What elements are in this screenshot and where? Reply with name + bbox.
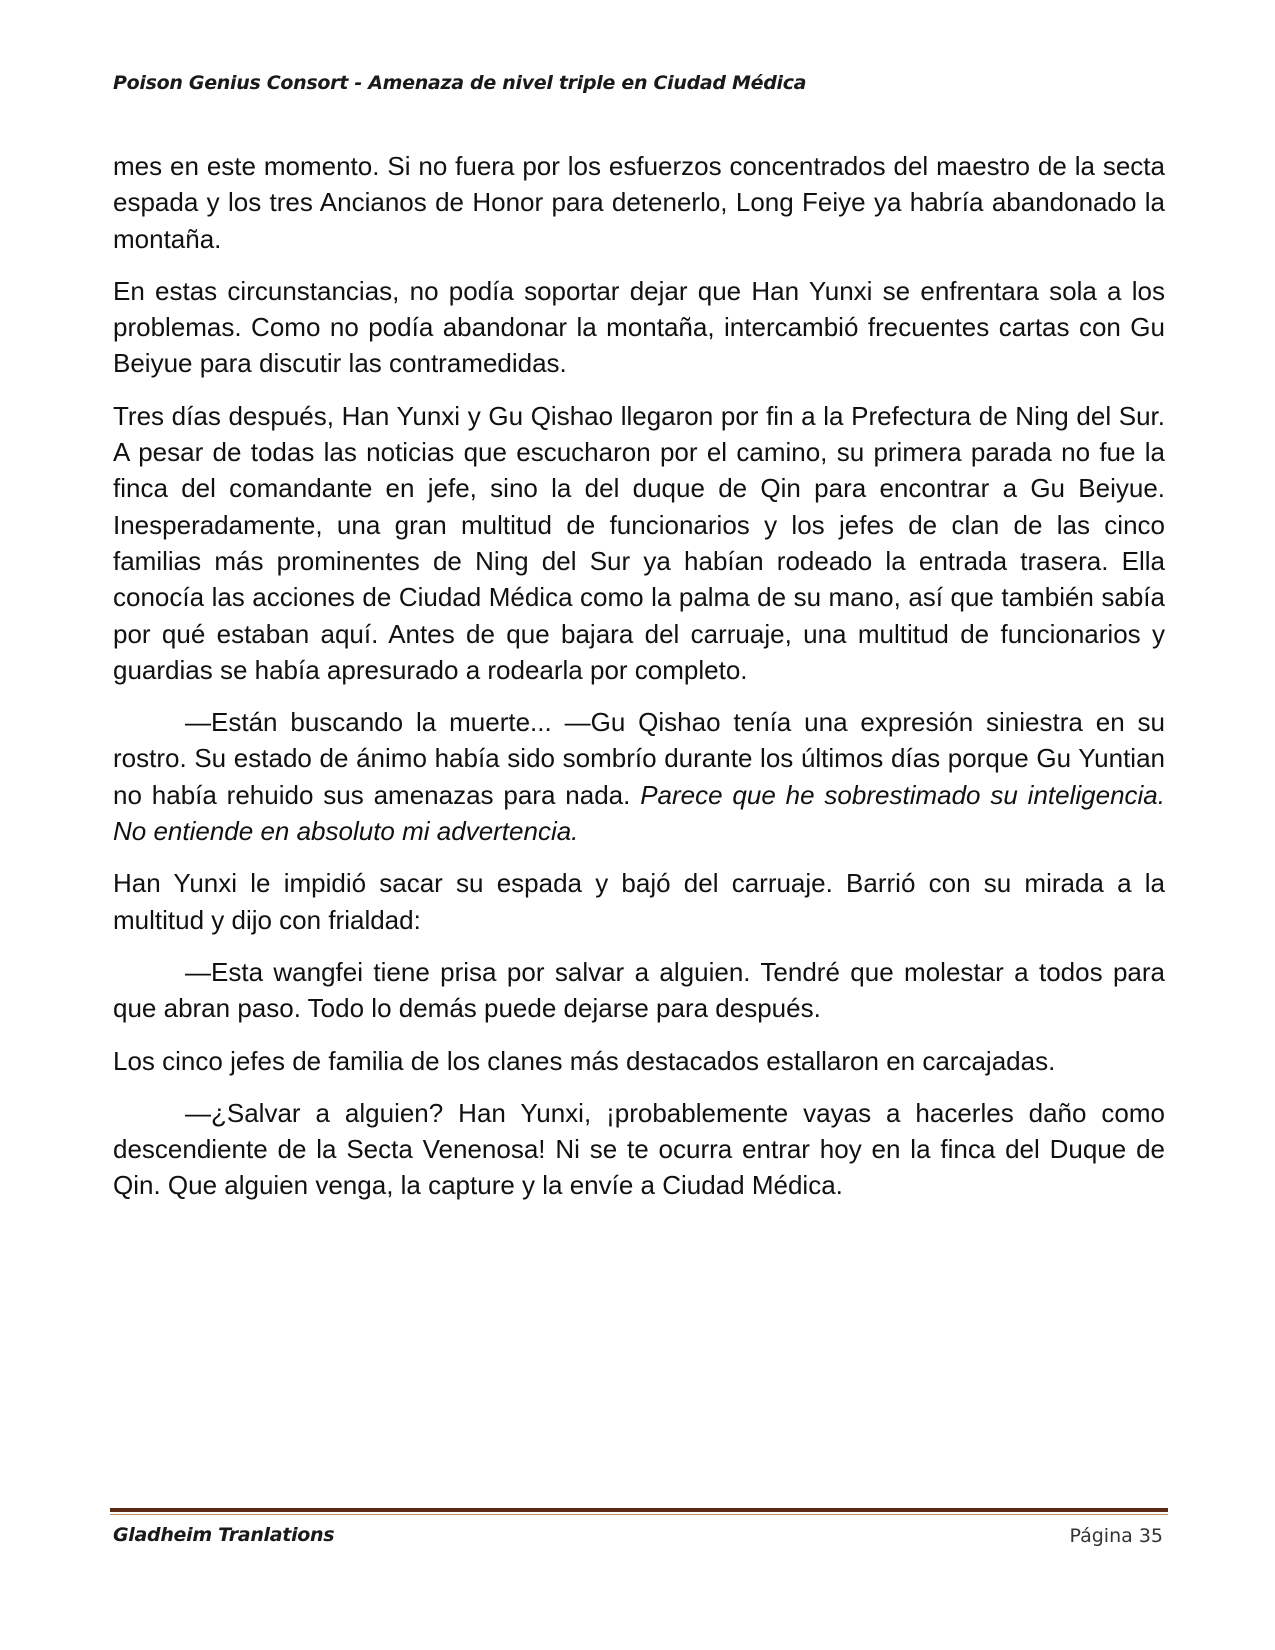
page-body [113,148,1165,1220]
paragraph: mes en este momento. Si no fuera por los esfuerzos concentrados del maestro de la secta espada y los tres Ancianos de Honor para detenerlo, Long Feiye ya habría abandonado la montaña. [113,151,1165,254]
inner-thought-text: Parece que he sobrestimado su inteligencia. No entiende en absoluto mi advertencia. [113,779,1165,847]
dialog-paragraph: —¿Salvar a alguien? Han Yunxi, ¡probablemente vayas a hacerles daño como descendiente de la Secta Venenosa! Ni se te ocurra entrar hoy en la finca del Duque de Qin. Que alguien venga, la capture y la envíe a Ciudad Médica. [113,1097,1165,1201]
page-number-block [1069,1525,1163,1547]
running-header: Poison Genius Consort - Amenaza de nivel triple en Ciudad Médica [113,72,807,94]
dialog-paragraph: —Esta wangfei tiene prisa por salvar a alguien. Tendré que molestar a todos para que abran paso. Todo lo demás puede dejarse para después. [113,956,1165,1024]
page-number: 35 [1138,1525,1163,1547]
paragraph: En estas circunstancias, no podía soportar dejar que Han Yunxi se enfrentara sola a los problemas. Como no podía abandonar la montaña, intercambió frecuentes cartas con Gu Beiyue para discutir las contramedidas. [113,275,1165,379]
paragraph: Los cinco jefes de familia de los clanes más destacados estallaron en carcajadas. [113,1045,1056,1076]
paragraph: Han Yunxi le impidió sacar su espada y bajó del carruaje. Barrió con su mirada a la multitud y dijo con frialdad: [113,868,1165,935]
footer-divider [110,1508,1168,1512]
footer-divider-accent [110,1514,1168,1515]
page-label: Página [1069,1525,1133,1547]
footer-credit: Gladheim Tranlations [113,1524,335,1546]
paragraph: Tres días después, Han Yunxi y Gu Qishao llegaron por fin a la Prefectura de Ning del Sur. A pesar de todas las noticias que escucharon por el camino, su primera parada no fue la finca del comandante en jefe, sino la del duque de Qin para encontrar a Gu Beiyue. Inesperadamente, una gran multitud de funcionarios y los jefes de clan de las cinco familias más prominentes de Ning del Sur ya habían rodeado la entrada trasera. Ella conocía las acciones de Ciudad Médica como la palma de su mano, así que también sabía por qué estaban aquí. Antes de que bajara del carruaje, una multitud de funcionarios y guardias se había apresurado a rodearla por completo. [113,400,1165,685]
dialog-text: —Están buscando la muerte... —Gu Qishao tenía una expresión siniestra en su rostro. Su estado de ánimo había sido sombrío durante los últimos días porque Gu Yuntian no había rehuido sus amenazas para nada. [113,707,1165,810]
dialog-paragraph [113,704,1165,849]
